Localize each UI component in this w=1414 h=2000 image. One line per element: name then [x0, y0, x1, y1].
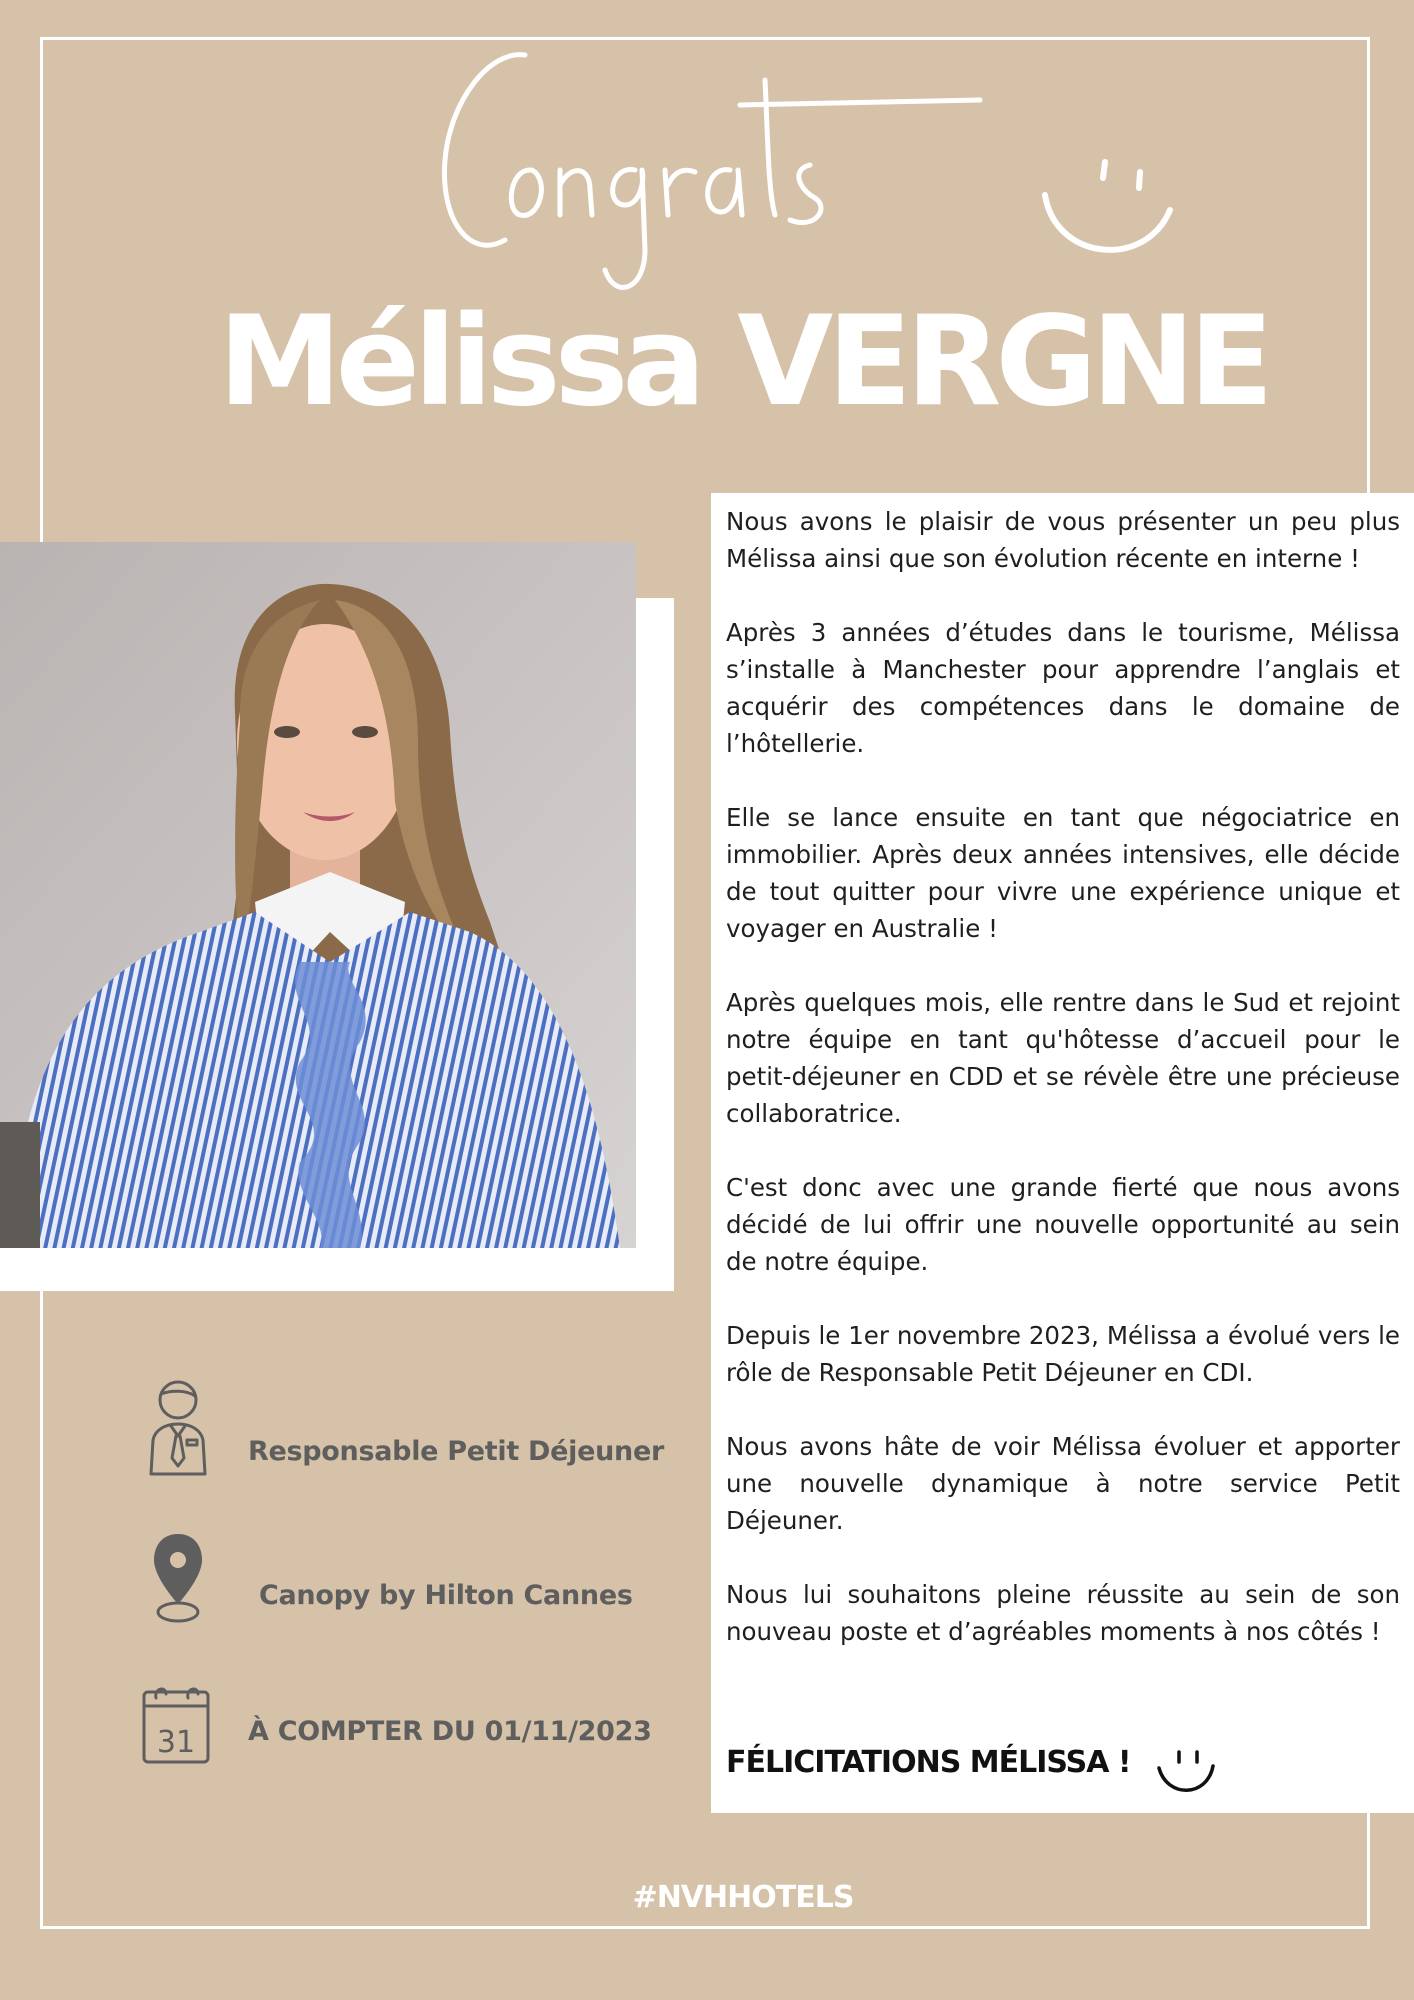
- start-date-label: À COMPTER DU 01/11/2023: [248, 1716, 652, 1747]
- closing-line: FÉLICITATIONS MÉLISSA !: [726, 1745, 1131, 1780]
- location-label: Canopy by Hilton Cannes: [259, 1580, 633, 1611]
- article-paragraph: Nous avons le plaisir de vous présenter un peu plus Mélissa ainsi que son évolution récente en interne !: [726, 507, 1400, 573]
- article-paragraph: Après quelques mois, elle rentre dans le Sud et rejoint notre équipe en tant qu'hôtesse d’accueil pour le petit-déjeuner en CDD et se révèle être une précieuse collaboratrice.: [726, 988, 1400, 1128]
- hashtag: #NVHHOTELS: [632, 1880, 854, 1915]
- calendar-day: 31: [156, 1725, 196, 1760]
- article-paragraph: Nous avons hâte de voir Mélissa évoluer et apporter une nouvelle dynamique à notre service Petit Déjeuner.: [726, 1432, 1400, 1535]
- employee-icon: [147, 1378, 209, 1476]
- congrats-script-title: [420, 20, 1040, 330]
- article-paragraph: Depuis le 1er novembre 2023, Mélissa a évolué vers le rôle de Responsable Petit Déjeuner en CDI.: [726, 1321, 1400, 1387]
- article-paragraph: Nous lui souhaitons pleine réussite au sein de son nouveau poste et d’agréables moments à nos côtés !: [726, 1580, 1400, 1646]
- article-paragraph: Après 3 années d’études dans le tourisme, Mélissa s’installe à Manchester pour apprendre l’anglais et acquérir des compétences dans le domaine de l’hôtellerie.: [726, 618, 1400, 758]
- smile-icon: [1155, 1746, 1217, 1798]
- employee-name: Mélissa VERGNE: [218, 290, 1268, 434]
- calendar-icon: [140, 1682, 212, 1766]
- location-pin-icon: [150, 1530, 206, 1626]
- article-paragraph: C'est donc avec une grande fierté que nous avons décidé de lui offrir une nouvelle opportunité au sein de notre équipe.: [726, 1173, 1400, 1276]
- employee-photo: [0, 542, 636, 1248]
- article-box: [711, 493, 1414, 1813]
- smile-icon: [1035, 150, 1175, 270]
- role-label: Responsable Petit Déjeuner: [248, 1436, 664, 1467]
- article-paragraph: Elle se lance ensuite en tant que négociatrice en immobilier. Après deux années intensives, elle décide de tout quitter pour vivre une expérience unique et voyager en Australie !: [726, 803, 1400, 943]
